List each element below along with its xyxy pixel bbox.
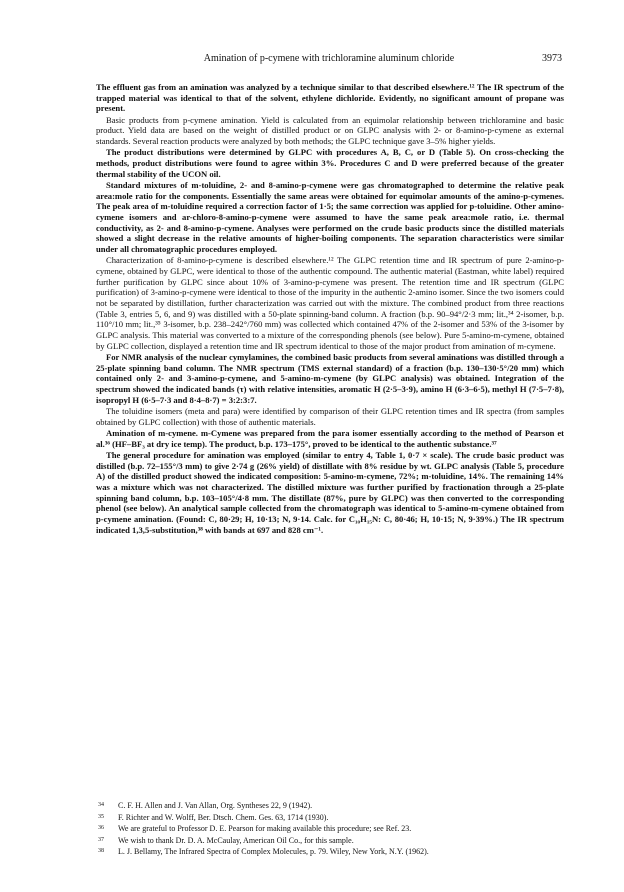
footnote-marker: 37 — [98, 836, 104, 843]
footnote-36 — [96, 823, 564, 834]
paragraph-effluent-gas: The effluent gas from an amination was analyzed by a technique similar to that described elsewhere.¹² The IR spectrum of the trapped material was identical to that of the solvent, ethylene dichloride. Evidently, no significant amount of propane was present. — [96, 82, 564, 114]
footnote-text: We wish to thank Dr. D. A. McCaulay, American Oil Co., for this sample. — [118, 835, 354, 845]
footnote-marker: 38 — [98, 848, 104, 855]
paragraph-amination-m-cymene: Amination of m-cymene. m-Cymene was prepared from the para isomer essentially according to the method of Pearson et al.³⁶ (HF–BF₃ at dry ice temp). The product, b.p. 173–175°, proved to be identical to the authentic substance.³⁷ — [96, 428, 564, 449]
footnote-marker: 36 — [98, 825, 104, 832]
footnotes — [96, 800, 564, 858]
footnote-35 — [96, 812, 564, 823]
paragraph-basic-products: Basic products from p-cymene amination. Yield is calculated from an equimolar relationship between trichloramine and basic product. Yield data are based on the weight of distilled product or on GLPC analysis with 2- or 8-amino-p-cymene as external standards. Several reaction products were analyzed by both methods; the GLPC technique gave 3–5% higher yields. — [96, 114, 564, 147]
footnote-text: C. F. H. Allen and J. Van Allan, Org. Syntheses 22, 9 (1942). — [118, 801, 313, 810]
running-head — [96, 52, 562, 66]
paragraph-characterization: Characterization of 8-amino-p-cymene is described elsewhere.¹² The GLPC retention time and IR spectrum of pure 2-amino-p-cymene, obtained by GLPC, were identical to those of the authentic compound. The authentic material (Eastman, white label) required further purification by GLPC since about 10% of 3-amino-p-cymene was present. The retention time and IR spectrum (GLPC purification) of 3-amino-p-cymene were identical to those of the impurity in the authentic 2-amino isomer. Since the two isomers could not be separated by distillation, further characterization was carried out with the mixture. The combined product from three reactions (Table 3, entries 5, 6, and 9) was distilled with a 50-plate spinning-band column. A fraction (b.p. 90–94°/2·3 mm; lit.,³⁴ 2-isomer, b.p. 110°/10 mm; lit.,³⁵ 3-isomer, b.p. 238–242°/760 mm) was collected which contained 47% of the 2-isomer and 53% of the 3-isomer by GLPC analysis. This material was converted to a mixture of the corresponding phenols (see below). Pure 5-amino-m-cymene, obtained by GLPC collection, displayed a retention time and IR spectrum identical to those of the major product from amination of m-cymene. — [96, 255, 564, 351]
paragraph-product-distributions: The product distributions were determined by GLPC with procedures A, B, C, or D (Table 5). On cross-checking the methods, product distributions were found to agree within 3%. Procedures C and D were preferred because of the greater thermal stability of the UCON oil. — [96, 147, 564, 179]
paragraph-standard-mixtures: Standard mixtures of m-toluidine, 2- and 8-amino-p-cymene were gas chromatographed to determine the relative peak area:mole ratio for the components. Essentially the same areas were obtained for equimolar amounts of the amino-p-cymenes. The peak area of m-toluidine required a correction factor of 1·5; the same correction was applied for p-toluidine. Other amino-cymene isomers and ar-chloro-8-amino-p-cymene were assumed to have the same peak area:mole ratio, i.e. thermal conductivity, as 2- and 8-amino-p-cymene. Analyses were performed on the crude basic products since the distilled materials showed a slight decrease in the relative amounts of higher-boiling components. The separation characteristics were similar under all chromatographic procedures employed. — [96, 179, 564, 255]
footnote-text: L. J. Bellamy, The Infrared Spectra of Complex Molecules, p. 79. Wiley, New York, N.Y. (1962). — [118, 847, 429, 857]
paragraph-general-procedure: The general procedure for amination was employed (similar to entry 4, Table 1, 0·7 × scale). The crude basic product was distilled (b.p. 72–155°/3 mm) to give 2·74 g (26% yield) of distillate with 8% residue by wt. GLPC analysis (Table 5, procedure A) of the distilled product showed the indicated composition: 5-amino-m-cymene, 72%; m-toluidine, 14%. The remaining 14% was a mixture which was not characterized. The distilled mixture was further purified by fractionation through a 25-plate spinning band column, b.p. 103–105°/4·8 mm. The distillate (87%, pure by GLPC) was then converted to the corresponding phenol (see below). An analytical sample collected from the chromatograph was identical to 5-amino-m-cymene obtained from p-cymene amination. (Found: C, 80·29; H, 10·13; N, 9·14. Calc. for C₁₀H₁₅N: C, 80·46; H, 10·15; N, 9·39%.) The IR spectrum indicated 1,3,5-substitution,³⁸ with bands at 697 and 828 cm⁻¹. — [96, 449, 564, 535]
footnote-text: F. Richter and W. Wolff, Ber. Dtsch. Chem. Ges. 63, 1714 (1930). — [118, 812, 329, 822]
footnote-text: We are grateful to Professor D. E. Pearson for making available this procedure; see Ref. 23. — [118, 824, 412, 834]
footnote-34 — [96, 800, 564, 811]
footnote-38 — [96, 846, 564, 857]
footnote-37 — [96, 835, 564, 846]
page-number: 3973 — [542, 53, 562, 64]
body-text — [96, 82, 564, 536]
footnote-marker: 35 — [98, 813, 104, 820]
paragraph-nmr-analysis: For NMR analysis of the nuclear cymylamines, the combined basic products from several aminations was distilled through a 25-plate spinning band column. The NMR spectrum (TMS external standard) of a fraction (b.p. 130–130·5°/20 mm) which contained only 2- and 3-amino-p-cymene, and 5-amino-m-cymene (by GLPC analysis) was obtained. Integration of the spectrum showed the indicated bands (τ) with relative intensities, aromatic H (2·5–3·9), amino H (6·3–6·5), methyl H (7·5–7·8), isopropyl H (6·5–7·3 and 8·4–8·7) = 3:2:3:7. — [96, 352, 564, 405]
paragraph-toluidine-isomers: The toluidine isomers (meta and para) were identified by comparison of their GLPC retention times and IR spectra (from samples obtained by GLPC collection) with those of authentic materials. — [96, 406, 564, 427]
running-title: Amination of p-cymene with trichloramine aluminum chloride — [203, 53, 455, 64]
footnote-marker: 34 — [98, 802, 104, 808]
